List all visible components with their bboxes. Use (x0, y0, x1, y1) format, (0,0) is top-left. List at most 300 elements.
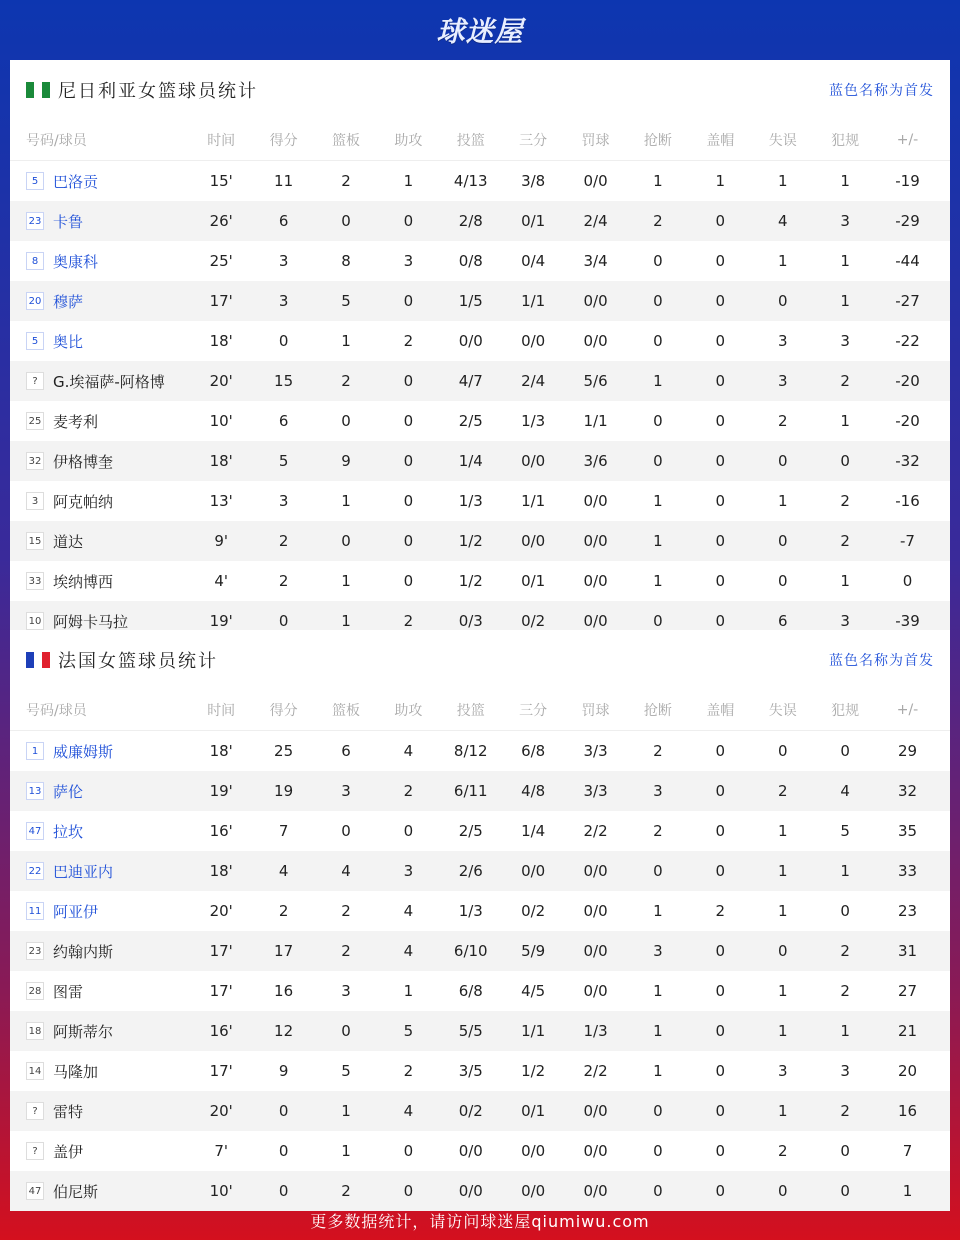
stat-cell: 2 (777, 1142, 788, 1160)
jersey-number-badge: 22 (26, 862, 44, 880)
stat-cell: 2 (403, 332, 414, 350)
stat-cell: 16 (274, 982, 294, 1000)
stat-cell: 3 (278, 492, 289, 510)
column-header: 盖帽 (706, 703, 735, 719)
stat-cell: 0 (403, 372, 414, 390)
jersey-number-badge: 10 (26, 612, 44, 630)
nigeria-stats-card (10, 60, 950, 630)
stat-cell: 0/0 (458, 332, 483, 350)
stat-cell: 0 (278, 332, 289, 350)
jersey-number-badge: 3 (26, 492, 44, 510)
stat-cell: 2 (278, 532, 289, 550)
stat-cell: 2 (653, 212, 663, 230)
stat-cell: 2/8 (458, 212, 483, 230)
player-cell (10, 781, 190, 802)
stat-cell: 0 (653, 1102, 663, 1120)
player-cell (10, 411, 190, 432)
stat-cell: 3 (278, 292, 289, 310)
stat-cell: 1 (777, 172, 788, 190)
stat-cell: 1 (403, 982, 414, 1000)
player-cell (10, 741, 190, 762)
stat-cell: 4 (403, 1102, 414, 1120)
stat-cell: 0/0 (583, 1182, 608, 1200)
stat-cell: 0 (777, 942, 788, 960)
stat-cell: 1 (777, 1022, 788, 1040)
stat-cell: 6/10 (453, 942, 488, 960)
stat-cell: 7 (278, 822, 289, 840)
stat-cell: 4 (403, 902, 414, 920)
column-header: 抢断 (643, 703, 672, 719)
jersey-number-badge: 5 (26, 172, 44, 190)
stat-cell: 0/0 (583, 532, 608, 550)
column-header: 三分 (519, 703, 548, 719)
stat-cell: 0 (653, 292, 663, 310)
player-row[interactable] (10, 281, 950, 321)
stat-cell: 1 (902, 1182, 913, 1200)
stat-cell: 11 (274, 172, 294, 190)
player-cell (10, 1101, 190, 1122)
stat-cell: 10' (209, 1182, 233, 1200)
stat-cell: 10' (209, 412, 233, 430)
stat-cell: 17' (209, 982, 233, 1000)
column-header: 篮板 (331, 703, 360, 719)
stat-cell: 0 (653, 452, 663, 470)
stat-cell: 1/3 (458, 492, 483, 510)
stat-cell: 9' (214, 532, 229, 550)
stat-cell: 0 (653, 862, 663, 880)
stat-cell: 4/8 (521, 782, 546, 800)
player-row[interactable] (10, 811, 950, 851)
stat-cell: 18' (209, 862, 233, 880)
stat-cell: 1 (341, 332, 351, 350)
stat-cell: 2/5 (458, 412, 483, 430)
stat-cell: 1 (653, 172, 663, 190)
stat-cell: 20' (209, 372, 233, 390)
stat-cell: 1/2 (521, 1062, 546, 1080)
jersey-number-badge: 8 (26, 252, 44, 270)
stat-cell: 1/1 (521, 292, 546, 310)
player-cell (10, 331, 190, 352)
stat-cell: 0/1 (521, 1102, 546, 1120)
player-name[interactable]: 伯尼斯 (53, 1182, 99, 1201)
stat-cell: 1 (777, 862, 788, 880)
player-row[interactable] (10, 1011, 950, 1051)
stat-cell: 0 (715, 452, 726, 470)
starter-legend-note: 蓝色名称为首发 (829, 653, 934, 669)
stat-cell: 23 (897, 902, 918, 920)
stat-cell: 1 (341, 1142, 351, 1160)
stat-cell: 0 (278, 1102, 289, 1120)
player-row[interactable] (10, 481, 950, 521)
player-table-body (10, 731, 950, 1211)
stat-cell: 20' (209, 1102, 233, 1120)
column-header: 得分 (269, 703, 298, 719)
stat-cell: 2 (278, 572, 289, 590)
stat-cell: 0 (653, 412, 663, 430)
stat-cell: 1 (840, 572, 850, 590)
player-name[interactable]: 威廉姆斯 (53, 742, 114, 761)
stat-cell: 2 (341, 1182, 351, 1200)
stat-cell: 0 (840, 902, 850, 920)
jersey-number-badge: 5 (26, 332, 44, 350)
player-name[interactable]: 卡鲁 (53, 212, 84, 231)
brand-logo[interactable]: 球迷屋 (436, 15, 524, 48)
stat-cell: 1/4 (458, 452, 483, 470)
stat-cell: 0/8 (458, 252, 483, 270)
player-row[interactable] (10, 1091, 950, 1131)
section-title (26, 647, 218, 673)
stat-cell: 0/0 (521, 332, 546, 350)
player-name[interactable]: 巴迪亚内 (53, 862, 114, 881)
player-name[interactable]: G.埃福萨-阿格博 (53, 372, 165, 391)
player-name[interactable]: 埃纳博西 (53, 572, 114, 591)
player-row[interactable] (10, 561, 950, 601)
stat-cell: 0/1 (521, 212, 546, 230)
stat-cell: 1 (840, 172, 850, 190)
player-cell (10, 1141, 190, 1162)
stat-cell: 32 (897, 782, 918, 800)
stat-cell: 5 (278, 452, 289, 470)
stat-cell: 2 (653, 822, 663, 840)
stat-cell: 0 (403, 492, 414, 510)
section-title-text: 尼日利亚女篮球员统计 (58, 81, 258, 102)
stat-cell: 0 (715, 942, 726, 960)
stat-cell: 1/2 (458, 572, 483, 590)
player-name[interactable]: 道达 (53, 532, 84, 551)
stat-cell: 0 (715, 612, 726, 630)
stat-cell: 0 (715, 862, 726, 880)
stat-cell: 12 (274, 1022, 294, 1040)
stat-cell: 2 (403, 782, 414, 800)
stat-cell: 1/3 (458, 902, 483, 920)
stat-cell: 8/12 (453, 742, 488, 760)
stat-cell: 6 (278, 212, 289, 230)
stat-cell: 6/8 (458, 982, 483, 1000)
player-row[interactable] (10, 771, 950, 811)
player-row[interactable] (10, 1051, 950, 1091)
stat-cell: 0 (840, 1182, 850, 1200)
jersey-number-badge: 11 (26, 902, 44, 920)
stat-cell: 13' (209, 492, 233, 510)
stat-cell: -20 (895, 372, 920, 390)
stat-cell: 4/13 (453, 172, 488, 190)
jersey-number-badge: 14 (26, 1062, 44, 1080)
stat-cell: 0/2 (458, 1102, 483, 1120)
stat-cell: 0 (715, 1102, 726, 1120)
stat-cell: 1 (840, 292, 850, 310)
player-row[interactable] (10, 971, 950, 1011)
stat-cell: 3/6 (583, 452, 608, 470)
stat-cell: 21 (897, 1022, 918, 1040)
player-row[interactable] (10, 441, 950, 481)
stat-cell: 0 (715, 332, 726, 350)
stat-cell: 25' (209, 252, 233, 270)
stat-cell: -19 (895, 172, 920, 190)
france-flag-icon (26, 652, 50, 668)
stat-cell: 0 (840, 1142, 850, 1160)
column-header: 犯规 (831, 133, 860, 149)
stat-cell: 8 (341, 252, 351, 270)
stat-cell: 0 (403, 1182, 414, 1200)
stat-cell: 6 (278, 412, 289, 430)
stat-cell: 1 (403, 172, 414, 190)
stat-cell: 6 (341, 742, 351, 760)
stat-cell: 0 (341, 532, 351, 550)
stat-cell: 2 (840, 532, 850, 550)
stat-cell: 6 (777, 612, 788, 630)
stat-cell: 0 (777, 742, 788, 760)
stat-cell: 19' (209, 782, 233, 800)
player-row[interactable] (10, 1131, 950, 1171)
stat-cell: 16' (209, 1022, 233, 1040)
player-name[interactable]: 雷特 (53, 1102, 84, 1121)
column-header: 失误 (768, 703, 797, 719)
stat-cell: 17' (209, 942, 233, 960)
player-cell (10, 861, 190, 882)
stat-cell: 1 (341, 1102, 351, 1120)
stat-cell: 0/0 (583, 902, 608, 920)
stat-cell: 2 (341, 172, 351, 190)
player-name[interactable]: 图雷 (53, 982, 84, 1001)
player-name[interactable]: 巴洛贡 (53, 172, 99, 191)
player-cell (10, 211, 190, 232)
stat-cell: 0/0 (583, 1102, 608, 1120)
player-name[interactable]: 约翰内斯 (53, 942, 114, 961)
player-name[interactable]: 奥康科 (53, 252, 99, 271)
jersey-number-badge: ? (26, 1102, 44, 1120)
player-cell (10, 491, 190, 512)
stat-cell: 31 (897, 942, 918, 960)
stat-cell: 2 (341, 372, 351, 390)
player-row[interactable] (10, 521, 950, 561)
stat-cell: -7 (900, 532, 915, 550)
player-row[interactable] (10, 161, 950, 201)
stat-cell: 1/4 (521, 822, 546, 840)
stat-cell: 3 (777, 332, 788, 350)
jersey-number-badge: ? (26, 1142, 44, 1160)
stat-cell: 0 (715, 492, 726, 510)
column-header: 犯规 (831, 703, 860, 719)
stat-cell: 18' (209, 452, 233, 470)
stat-cell: 0/0 (583, 172, 608, 190)
stat-cell: 0/2 (521, 612, 546, 630)
footer-link[interactable]: 更多数据统计，请访问球迷屋qiumiwu.com (310, 1211, 650, 1231)
stat-cell: -27 (895, 292, 920, 310)
stat-cell: 5 (403, 1022, 414, 1040)
stat-cell: 0/1 (521, 572, 546, 590)
stat-cell: 1 (341, 492, 351, 510)
stat-cell: 1 (777, 902, 788, 920)
player-row[interactable] (10, 731, 950, 771)
jersey-number-badge: 20 (26, 292, 44, 310)
stat-cell: 0/0 (458, 1142, 483, 1160)
stat-cell: 0/0 (583, 1142, 608, 1160)
column-header: 时间 (207, 703, 236, 719)
stat-cell: 0 (777, 1182, 788, 1200)
stat-cell: 1 (840, 862, 850, 880)
player-cell (10, 171, 190, 192)
player-row[interactable] (10, 361, 950, 401)
stat-cell: -39 (895, 612, 920, 630)
player-name[interactable]: 盖伊 (53, 1142, 84, 1161)
table-header (10, 690, 950, 731)
stat-cell: 0 (902, 572, 913, 590)
column-header: 助攻 (394, 703, 423, 719)
stat-cell: 3 (777, 1062, 788, 1080)
stat-cell: 17' (209, 292, 233, 310)
jersey-number-badge: 47 (26, 1182, 44, 1200)
stat-cell: 0/0 (583, 982, 608, 1000)
player-row[interactable] (10, 851, 950, 891)
player-name[interactable]: 伊格博奎 (53, 452, 114, 471)
stat-cell: 18' (209, 332, 233, 350)
stat-cell: 0 (715, 252, 726, 270)
stat-cell: 1 (840, 412, 850, 430)
stat-cell: 3 (840, 612, 850, 630)
column-header: 三分 (519, 133, 548, 149)
stat-cell: 0 (653, 612, 663, 630)
jersey-number-badge: 25 (26, 412, 44, 430)
stat-cell: 4' (214, 572, 229, 590)
stat-cell: 0 (278, 612, 289, 630)
stat-cell: 0 (777, 452, 788, 470)
stat-cell: 3/4 (583, 252, 608, 270)
player-cell (10, 451, 190, 472)
stat-cell: 1 (653, 492, 663, 510)
player-row[interactable] (10, 401, 950, 441)
jersey-number-badge: 18 (26, 1022, 44, 1040)
stat-cell: 0 (840, 742, 850, 760)
stat-cell: 1 (777, 1102, 788, 1120)
stat-cell: 20' (209, 902, 233, 920)
stat-cell: 3 (653, 942, 663, 960)
column-header: 助攻 (394, 133, 423, 149)
stat-cell: 0 (777, 572, 788, 590)
stat-cell: 0 (403, 1142, 414, 1160)
stat-cell: 0 (403, 572, 414, 590)
player-name[interactable]: 拉坎 (53, 822, 84, 841)
player-cell (10, 251, 190, 272)
stat-cell: 1 (840, 1022, 850, 1040)
player-name[interactable]: 萨伦 (53, 782, 84, 801)
column-header: 罚球 (581, 133, 610, 149)
stat-cell: 1 (653, 572, 663, 590)
stat-cell: 2 (715, 902, 726, 920)
player-row[interactable] (10, 931, 950, 971)
player-name[interactable]: 麦考利 (53, 412, 99, 431)
player-table-body (10, 161, 950, 641)
stat-cell: 0 (403, 212, 414, 230)
stat-cell: 0/0 (583, 862, 608, 880)
stat-cell: 0 (341, 212, 351, 230)
player-name[interactable]: 阿斯蒂尔 (53, 1022, 114, 1041)
jersey-number-badge: 13 (26, 782, 44, 800)
column-header: 抢断 (643, 133, 672, 149)
stat-cell: 2 (840, 372, 850, 390)
stat-cell: 5/6 (583, 372, 608, 390)
stat-cell: 0 (341, 412, 351, 430)
stat-cell: 0/0 (521, 862, 546, 880)
column-header: 盖帽 (706, 133, 735, 149)
stat-cell: 6/11 (453, 782, 488, 800)
player-name[interactable]: 阿姆卡马拉 (53, 612, 129, 631)
player-cell (10, 1181, 190, 1202)
stat-cell: 2 (341, 942, 351, 960)
player-name[interactable]: 奥比 (53, 332, 84, 351)
nigeria-flag-icon (26, 82, 50, 98)
column-header: 失误 (768, 133, 797, 149)
stat-cell: 0 (777, 292, 788, 310)
stat-cell: 2 (653, 742, 663, 760)
stat-cell: 1/3 (583, 1022, 608, 1040)
stat-cell: 2/5 (458, 822, 483, 840)
stat-cell: 0 (653, 332, 663, 350)
stat-cell: 7 (902, 1142, 913, 1160)
stat-cell: 1 (777, 492, 788, 510)
stat-cell: 0 (715, 1022, 726, 1040)
france-stats-card (10, 630, 950, 1200)
stat-cell: 0 (403, 822, 414, 840)
stat-cell: 0 (715, 782, 726, 800)
stat-cell: 0/0 (521, 1182, 546, 1200)
stat-cell: 3 (777, 372, 788, 390)
player-row[interactable] (10, 321, 950, 361)
stat-cell: 0 (715, 292, 726, 310)
stat-cell: 1/1 (583, 412, 608, 430)
stat-cell: 9 (341, 452, 351, 470)
player-row[interactable] (10, 241, 950, 281)
stat-cell: 2/4 (521, 372, 546, 390)
stat-cell: 0/0 (583, 942, 608, 960)
stat-cell: 17' (209, 1062, 233, 1080)
player-name[interactable]: 穆萨 (53, 292, 84, 311)
stat-cell: 4/5 (521, 982, 546, 1000)
table-header (10, 120, 950, 161)
section-title (26, 77, 258, 103)
stat-cell: 0 (403, 452, 414, 470)
player-row[interactable] (10, 201, 950, 241)
player-name[interactable]: 马隆加 (53, 1062, 99, 1081)
stat-cell: 1 (653, 532, 663, 550)
player-cell (10, 611, 190, 632)
stat-cell: 1 (840, 252, 850, 270)
player-cell (10, 821, 190, 842)
starter-legend-note: 蓝色名称为首发 (829, 83, 934, 99)
stat-cell: 0 (403, 292, 414, 310)
jersey-number-badge: 1 (26, 742, 44, 760)
stat-cell: 5 (341, 292, 351, 310)
stat-cell: 0 (341, 1022, 351, 1040)
jersey-number-badge: 23 (26, 942, 44, 960)
stat-cell: 5 (341, 1062, 351, 1080)
stat-cell: 0/0 (583, 572, 608, 590)
player-name[interactable]: 阿亚伊 (53, 902, 99, 921)
stat-cell: 1 (341, 612, 351, 630)
player-row[interactable] (10, 891, 950, 931)
stat-cell: 1 (777, 252, 788, 270)
stat-cell: 3 (403, 862, 414, 880)
player-cell (10, 531, 190, 552)
stat-cell: 0 (715, 982, 726, 1000)
stat-cell: 1 (653, 1022, 663, 1040)
stat-cell: 4/7 (458, 372, 483, 390)
stat-cell: 0 (715, 822, 726, 840)
stat-cell: 0/0 (458, 1182, 483, 1200)
stat-cell: 1 (341, 572, 351, 590)
player-name[interactable]: 阿克帕纳 (53, 492, 114, 511)
stat-cell: 0 (715, 742, 726, 760)
stat-cell: 2 (403, 1062, 414, 1080)
